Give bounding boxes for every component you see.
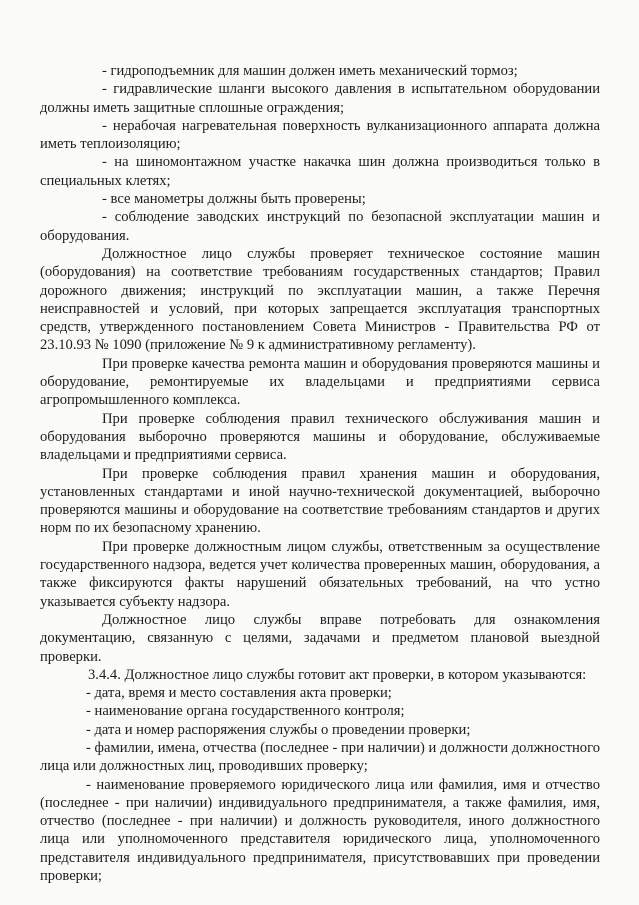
list-item: - гидроподъемник для машин должен иметь механический тормоз; — [102, 63, 518, 79]
section-paragraph: 3.4.4. Должностное лицо службы готовит акт проверки, в котором указываются: — [88, 666, 587, 683]
list-item: - наименование проверяемого юридического лица или фамилия, имя и отчество (последнее - при наличии) индивидуального предпринимателя, а также фамилия, имя, отчество (последнее - при наличии) и должность руководителя, иного должностного лица или уполномоченного представителя юридического лица, уполномоченного представителя индивидуального предпринимателя, присутствовавших при проведении проверки; — [40, 776, 600, 885]
document-body — [40, 62, 600, 885]
list-item: - соблюдение заводских инструкций по безопасной эксплуатации машин и оборудования. — [40, 209, 600, 244]
list-item: - на шиномонтажном участке накачка шин должна производиться только в специальных клетях; — [40, 154, 600, 189]
list-item: - гидравлические шланги высокого давления в испытательном оборудовании должны иметь защитные сплошные ограждения; — [40, 81, 600, 116]
list-item: - нерабочая нагревательная поверхность вулканизационного аппарата должна иметь теплоизоляцию; — [40, 117, 600, 153]
list-item: - все манометры должны быть проверены; — [102, 191, 366, 208]
paragraph: Должностное лицо службы вправе потребовать для ознакомления документацию, связанную с целями, задачами и предметом плановой выездной проверки. — [40, 611, 600, 665]
paragraph: При проверке соблюдения правил технического обслуживания машин и оборудования выборочно проверяются машины и оборудование, обслуживаемые владельцами и предприятиями сервиса. — [40, 410, 600, 464]
paragraph: Должностное лицо службы проверяет техническое состояние машин (оборудования) на соответствие требованиям государственных стандартов; Правил дорожного движения; инструкций по эксплуатации машин, а также Перечня неисправностей и условий, при которых запрещается эксплуатация транспортных средств, утвержденного постановлением Совета Министров - Правительства РФ от 23.10.93 № 1090 (приложение № 9 к административному регламенту). — [40, 245, 600, 354]
paragraph: При проверке соблюдения правил хранения машин и оборудования, установленных стандартами и иной научно-технической документацией, выборочно проверяются машины и оборудование на соответствие требованиям стандартов и других норм по их безопасному хранению. — [40, 465, 600, 537]
paragraph: При проверке должностным лицом службы, ответственным за осуществление государственного надзора, ведется учет количества проверенных машин, оборудования, а также фиксируются факты нарушений обязательных требований, на что устно указывается субъекту надзора. — [40, 538, 600, 610]
list-item: - фамилии, имена, отчества (последнее - при наличии) и должности должностного лица или должностных лиц, проводивших проверку; — [40, 739, 600, 775]
paragraph: При проверке качества ремонта машин и оборудования проверяются машины и оборудование, ремонтируемые их владельцами и предприятиями сервиса агропромышленного комплекса. — [40, 355, 600, 409]
list-item: - наименование органа государственного контроля; — [86, 703, 405, 720]
list-item: - дата, время и место составления акта проверки; — [86, 685, 392, 702]
list-item: - дата и номер распоряжения службы о проведении проверки; — [86, 721, 471, 738]
